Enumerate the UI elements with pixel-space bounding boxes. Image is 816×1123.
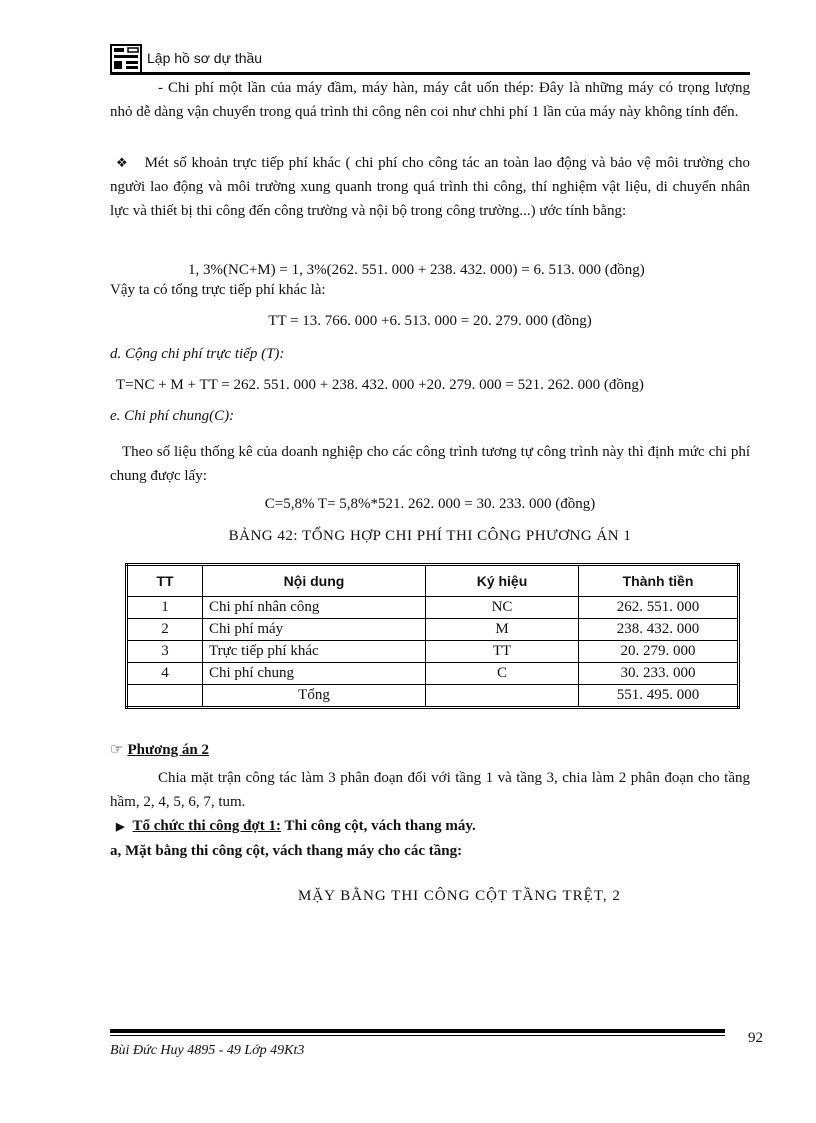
cell-content: Chi phí nhân công (203, 597, 426, 619)
header-symbol: Ký hiệu (426, 565, 579, 597)
footer-rule-thick (110, 1029, 725, 1033)
cost-summary-table (125, 563, 740, 709)
paragraph-machine-cost: - Chi phí một lần của máy đầm, máy hàn, máy cắt uốn thép: Đây là những máy có trọng lượng nhỏ dễ dàng vận chuyển trong quá trình thi công nên coi như chhi phí 1 lần của máy này không tính đến. (110, 80, 750, 120)
formula-direct-cost: T=NC + M + TT = 262. 551. 000 + 238. 432. 000 +20. 279. 000 = 521. 262. 000 (đồng) (116, 377, 644, 393)
paragraph-total-other: Vậy ta có tổng trực tiếp phí khác là: (110, 282, 326, 298)
heading-direct-cost: d. Cộng chi phí trực tiếp (T): (110, 346, 285, 362)
figure-title: MẶY BẰNG THI CÔNG CỘT TẦNG TRỆT, 2 (298, 888, 621, 904)
cell-amount: 20. 279. 000 (579, 641, 739, 663)
section-title: Phương án 2 (127, 742, 209, 758)
table-row (127, 619, 739, 641)
table-row (127, 641, 739, 663)
diamond-bullet-icon: ❖ (116, 155, 129, 170)
cell-tt: 3 (127, 641, 203, 663)
paragraph-other-direct-costs (110, 151, 750, 223)
cell-symbol: M (426, 619, 579, 641)
table-total-row (127, 685, 739, 708)
cell-amount: 262. 551. 000 (579, 597, 739, 619)
cell-symbol: TT (426, 641, 579, 663)
section-heading-option-2 (110, 740, 209, 759)
cell-content: Trực tiếp phí khác (203, 641, 426, 663)
step-1-line (116, 818, 476, 835)
table-row (127, 597, 739, 619)
cell-tt: 2 (127, 619, 203, 641)
cell-amount: 238. 432. 000 (579, 619, 739, 641)
cell-content: Chi phí máy (203, 619, 426, 641)
header-logo-icon (110, 44, 142, 74)
pointing-hand-icon: ☞ (110, 742, 124, 758)
cell-total-label: Tổng (203, 685, 426, 708)
cell-amount: 30. 233. 000 (579, 663, 739, 685)
paragraph-text: Mét số khoản trực tiếp phí khác ( chi phí cho công tác an toàn lao động và bảo vệ môi trường cho người lao động và môi trường xung quanh trong quá trình thi công, thí nghiệm vật liệu, di chuyển nhân lực và thiết bị thi công đến công trường và nội bộ trong công trường...) ước tính bằng: (110, 155, 750, 219)
paragraph-option-2: Chia mặt trận công tác làm 3 phân đoạn đối với tầng 1 và tầng 3, chia làm 2 phân đoạn cho tầng hầm, 2, 4, 5, 6, 7, tum. (110, 770, 750, 810)
footer-author: Bùi Đức Huy 4895 - 49 Lớp 49Kt3 (110, 1043, 305, 1058)
triangle-arrow-icon: ▶ (116, 821, 125, 833)
table-header-row (127, 565, 739, 597)
header-tt: TT (127, 565, 203, 597)
table-row (127, 663, 739, 685)
footer-rule-thin (110, 1035, 725, 1036)
header-amount: Thành tiền (579, 565, 739, 597)
cell-symbol: C (426, 663, 579, 685)
cell-tt (127, 685, 203, 708)
cell-content: Chi phí chung (203, 663, 426, 685)
formula-tt-total: TT = 13. 766. 000 +6. 513. 000 = 20. 279. 000 (đồng) (268, 313, 592, 329)
cell-tt: 4 (127, 663, 203, 685)
header-title: Lập hồ sơ dự thầu (147, 50, 263, 66)
header-content: Nội dung (203, 565, 426, 597)
cell-symbol (426, 685, 579, 708)
cell-symbol: NC (426, 597, 579, 619)
page-number: 92 (748, 1030, 763, 1046)
cell-total-amount: 551. 495. 000 (579, 685, 739, 708)
formula-general-cost: C=5,8% T= 5,8%*521. 262. 000 = 30. 233. 000 (đồng) (264, 496, 596, 512)
formula-tt-percent: 1, 3%(NC+M) = 1, 3%(262. 551. 000 + 238. 432. 000) = 6. 513. 000 (đồng) (188, 262, 645, 278)
heading-general-cost: e. Chi phí chung(C): (110, 408, 235, 424)
paragraph-general-cost: Theo số liệu thống kê của doanh nghiệp cho các công trình tương tự công trình này thì định mức chi phí chung được lấy: (110, 444, 750, 484)
step-label: Tổ chức thi công đợt 1: (132, 818, 282, 834)
cell-tt: 1 (127, 597, 203, 619)
sub-heading-floor-plan: a, Mặt bằng thi công cột, vách thang máy cho các tầng: (110, 843, 463, 859)
header-rule (110, 72, 750, 75)
step-text: Thi công cột, vách thang máy. (281, 818, 476, 834)
table-caption: BẢNG 42: TỔNG HỢP CHI PHÍ THI CÔNG PHƯƠNG ÁN 1 (228, 528, 632, 544)
